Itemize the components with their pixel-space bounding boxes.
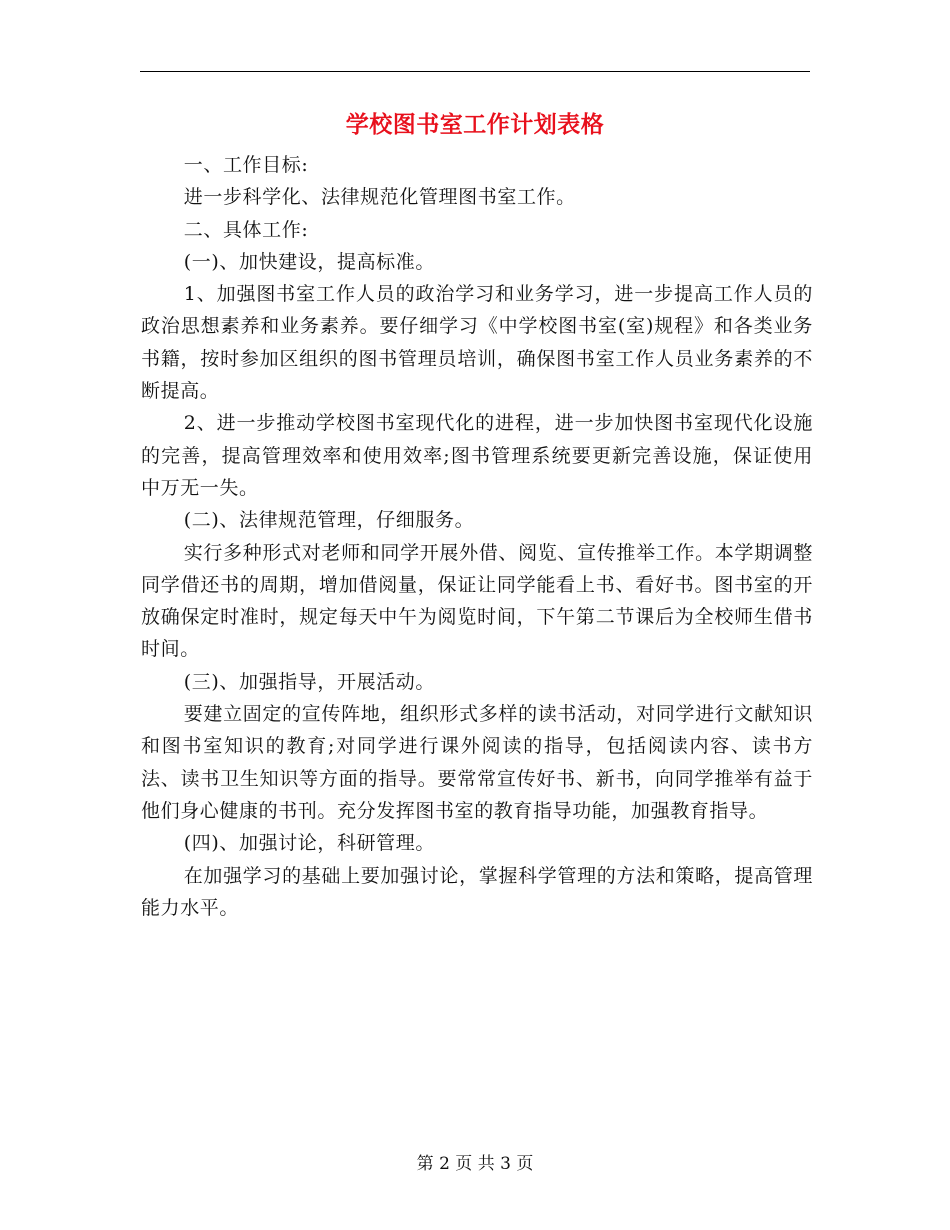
paragraph-research: 在加强学习的基础上要加强讨论，掌握科学管理的方法和策略，提高管理能力水平。	[141, 864, 813, 919]
paragraph-activities: 要建立固定的宣传阵地，组织形式多样的读书活动，对同学进行文献知识和图书室知识的教育;对同学进行课外阅读的指导，包括阅读内容、读书方法、读书卫生知识等方面的指导。要常常宣传好书、新书，向同学推举有益于他们身心健康的书刊。充分发挥图书室的教育指导功能，加强教育指导。	[141, 703, 813, 822]
document-body	[141, 149, 813, 924]
subheading-3: (三)、加强指导，开展活动。	[183, 670, 435, 693]
paragraph-service: 实行多种形式对老师和同学开展外借、阅览、宣传推举工作。本学期调整同学借还书的周期，增加借阅量，保证让同学能看上书、看好书。图书室的开放确保定时准时，规定每天中午为阅览时间，下午第二节课后为全校师生借书时间。	[141, 541, 813, 661]
header-rule	[140, 71, 810, 72]
paragraph-item-1: 1、加强图书室工作人员的政治学习和业务学习，进一步提高工作人员的政治思想素养和业务素养。要仔细学习《中学校图书室(室)规程》和各类业务书籍，按时参加区组织的图书管理员培训，确保图书室工作人员业务素养的不断提高。	[141, 283, 813, 403]
subheading-1: (一)、加快建设，提高标准。	[183, 250, 435, 273]
page-number: 第 2 页 共 3 页	[416, 1154, 534, 1174]
subheading-4: (四)、加强讨论，科研管理。	[183, 832, 435, 855]
section-heading-work: 二、具体工作:	[183, 218, 309, 241]
section-heading-goal: 一、工作目标:	[183, 154, 309, 176]
paragraph-goal: 进一步科学化、法律规范化管理图书室工作。	[183, 186, 576, 209]
subheading-2: (二)、法律规范管理，仔细服务。	[183, 509, 475, 532]
paragraph-item-2: 2、进一步推动学校图书室现代化的进程，进一步加快图书室现代化设施的完善，提高管理效率和使用效率;图书管理系统要更新完善设施，保证使用中万无一失。	[141, 412, 813, 499]
document-title: 学校图书室工作计划表格	[345, 111, 605, 138]
